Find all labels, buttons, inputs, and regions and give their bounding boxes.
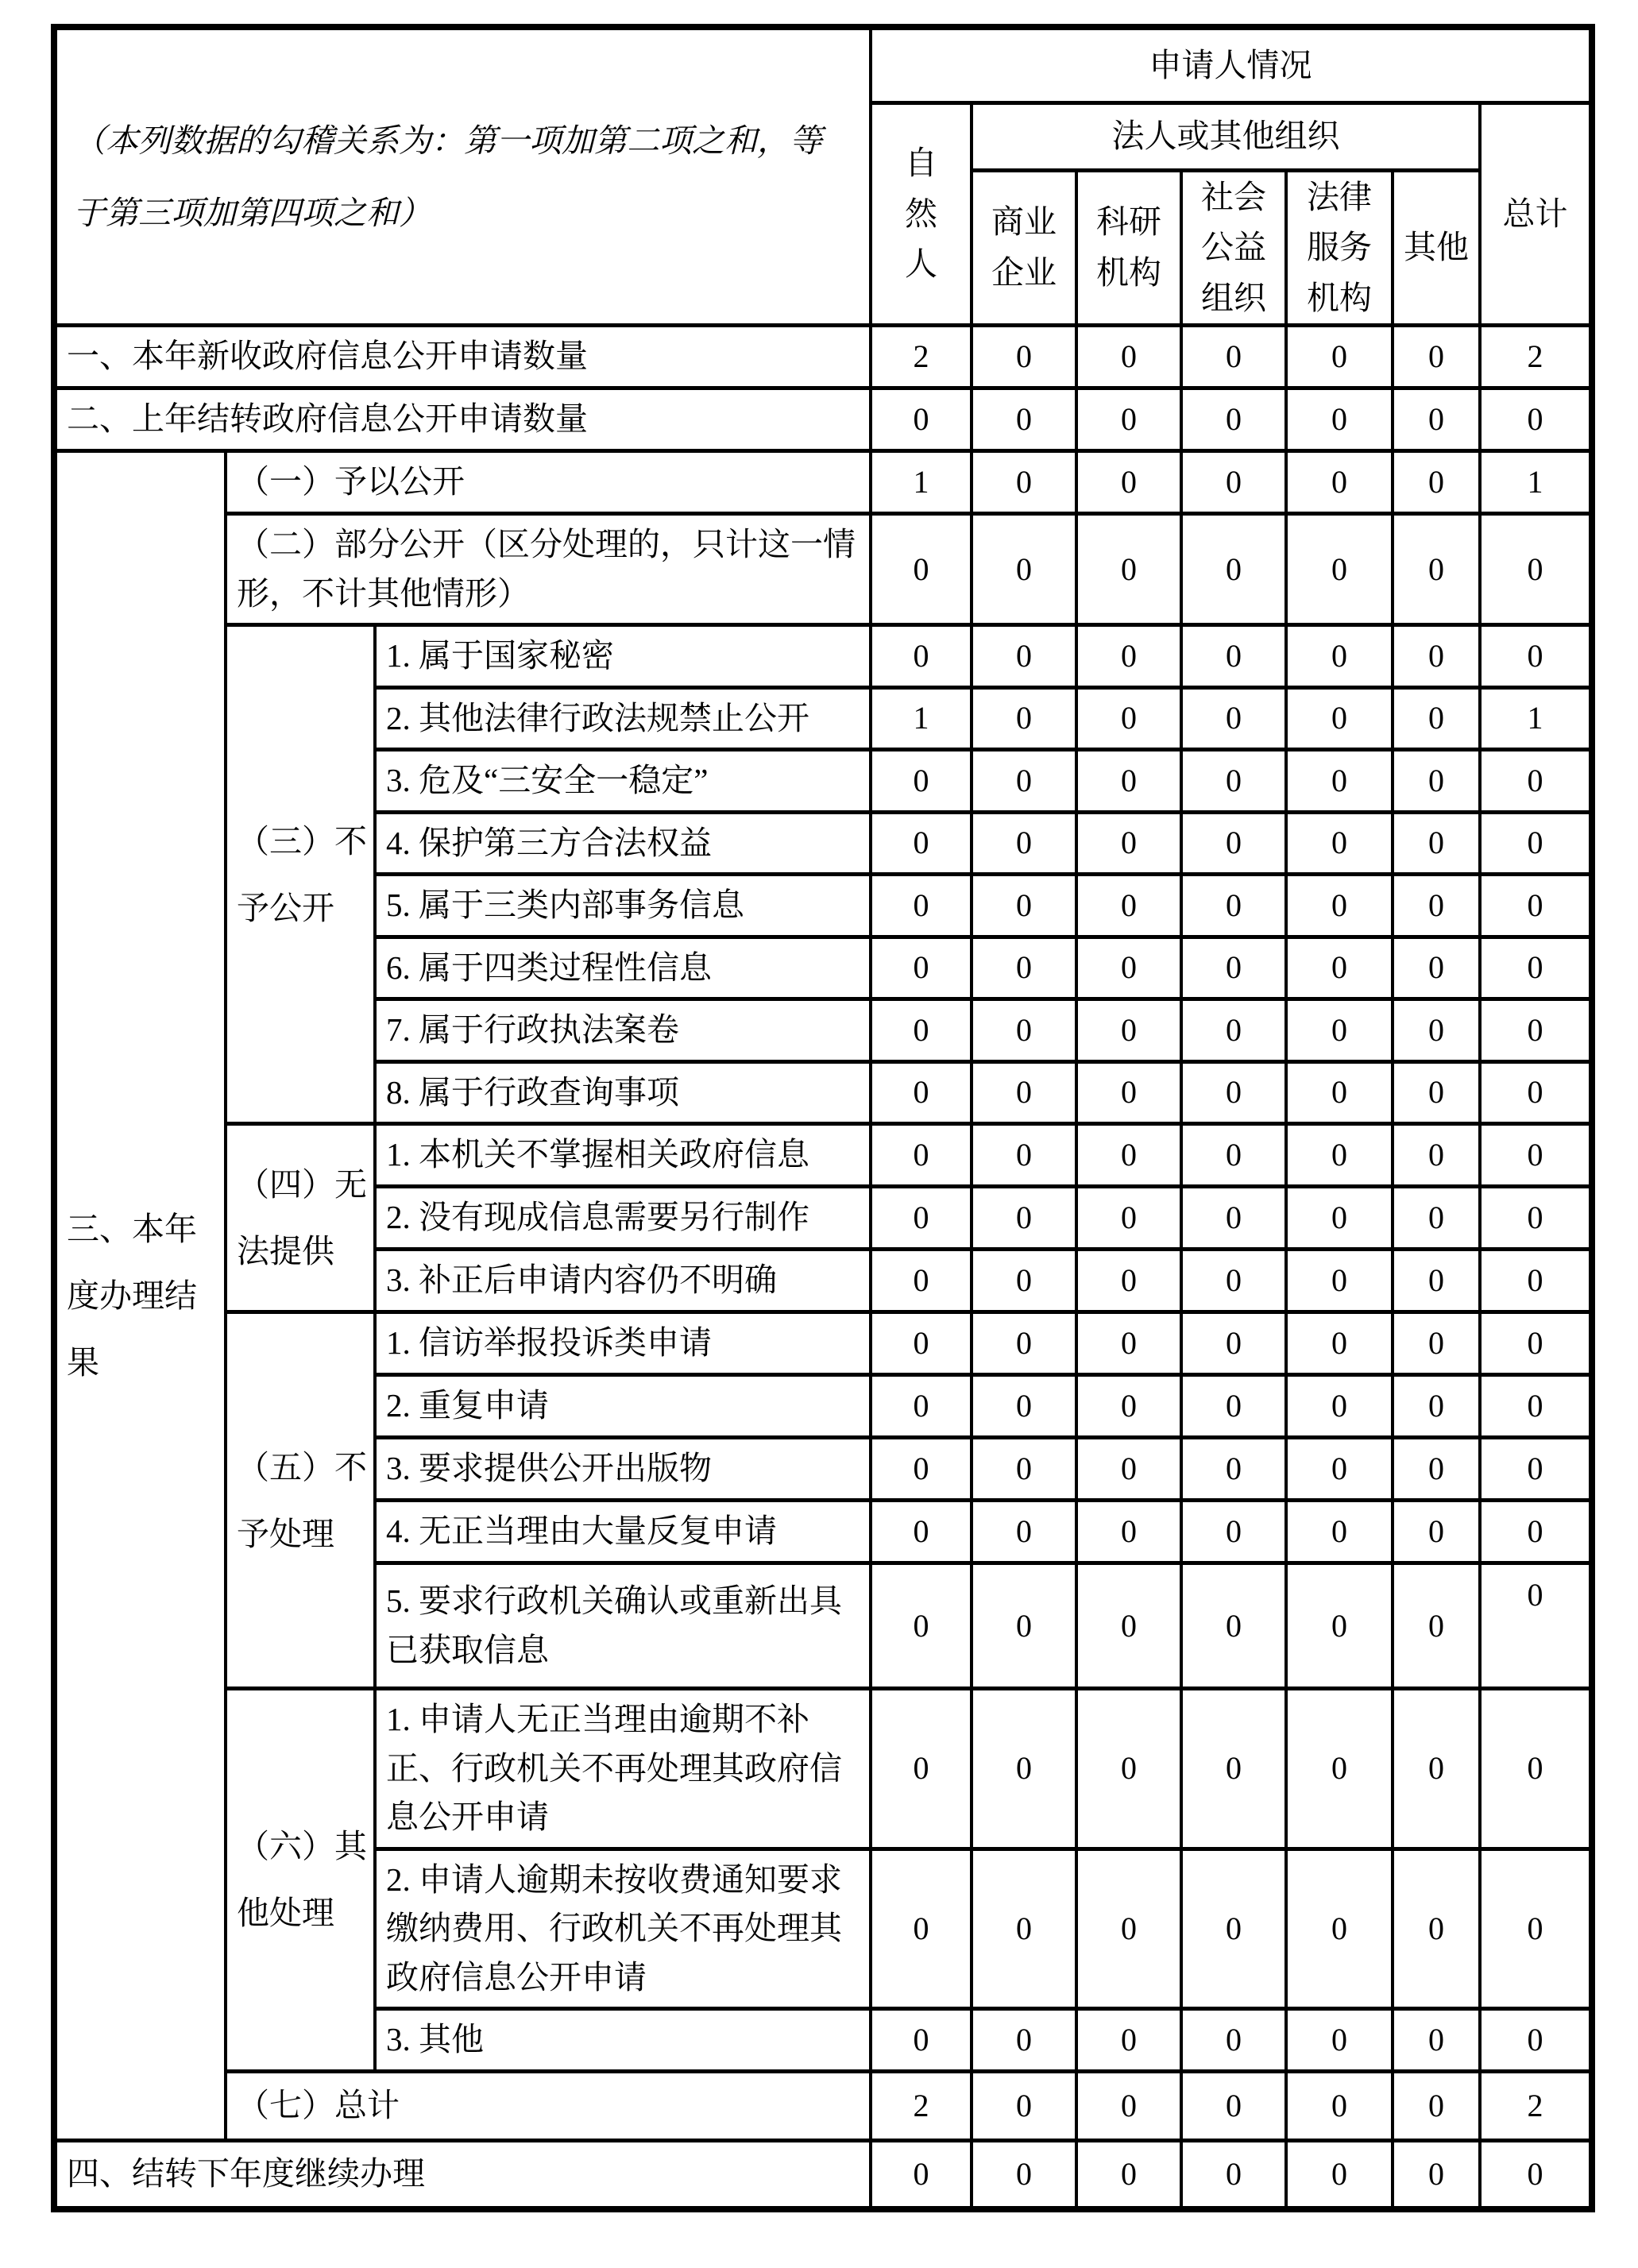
- item-label: 3. 其他: [375, 2009, 871, 2072]
- header-applicant-type: 申请人情况: [871, 27, 1592, 102]
- value-cell: 0: [1286, 451, 1393, 514]
- value-cell: 0: [1181, 451, 1286, 514]
- value-cell: 0: [1181, 1689, 1286, 1849]
- table-row: [54, 2140, 1592, 2209]
- value-cell: 0: [1181, 1438, 1286, 1501]
- value-cell: 0: [972, 388, 1076, 451]
- value-cell: 0: [972, 1438, 1076, 1501]
- row-label-section-total: （七）总计: [226, 2071, 871, 2140]
- row-label-carried-from-prev: 二、上年结转政府信息公开申请数量: [54, 388, 871, 451]
- value-cell: 0: [1181, 937, 1286, 999]
- value-cell: 0: [1480, 1312, 1592, 1375]
- value-cell: 0: [1286, 625, 1393, 688]
- value-cell: 0: [1480, 812, 1592, 875]
- value-cell: 0: [1480, 1849, 1592, 2009]
- item-label: 1. 本机关不掌握相关政府信息: [375, 1124, 871, 1187]
- value-cell: 0: [871, 1312, 972, 1375]
- value-cell: 0: [1286, 326, 1393, 388]
- value-cell: 0: [1076, 2071, 1181, 2140]
- value-cell: 0: [1181, 999, 1286, 1062]
- table-row: [54, 1689, 1592, 1849]
- value-cell: 0: [972, 999, 1076, 1062]
- value-cell: 0: [1286, 1250, 1393, 1312]
- value-cell: 0: [1480, 937, 1592, 999]
- row-label-new-received: 一、本年新收政府信息公开申请数量: [54, 326, 871, 388]
- value-cell: 0: [1076, 999, 1181, 1062]
- item-label: 4. 保护第三方合法权益: [375, 812, 871, 875]
- value-cell: 0: [871, 1250, 972, 1312]
- value-cell: 0: [1480, 514, 1592, 625]
- item-label: 1. 属于国家秘密: [375, 625, 871, 688]
- header-org-type-label: 科研机构: [1096, 203, 1161, 291]
- value-cell: 0: [871, 2009, 972, 2072]
- value-cell: 0: [1181, 875, 1286, 937]
- group-label-text: （四）无法提供: [237, 1166, 367, 1270]
- group-label-text: （三）不予公开: [237, 822, 367, 926]
- value-cell: 0: [1076, 875, 1181, 937]
- value-cell: 0: [1076, 812, 1181, 875]
- value-cell: 0: [1286, 1312, 1393, 1375]
- value-cell: 0: [1393, 1312, 1480, 1375]
- value-cell: 0: [871, 1061, 972, 1124]
- value-cell: 0: [1286, 999, 1393, 1062]
- value-cell: 0: [1393, 451, 1480, 514]
- item-label: 5. 要求行政机关确认或重新出具已获取信息: [375, 1563, 871, 1689]
- value-cell: 0: [1393, 326, 1480, 388]
- item-label: 4. 无正当理由大量反复申请: [375, 1501, 871, 1563]
- value-cell: 2: [871, 326, 972, 388]
- value-cell: 0: [1393, 1501, 1480, 1563]
- value-cell: 0: [1076, 1689, 1181, 1849]
- value-cell: 0: [972, 1849, 1076, 2009]
- item-label: 6. 属于四类过程性信息: [375, 937, 871, 999]
- header-org-type-label: 法律服务机构: [1307, 178, 1372, 316]
- value-cell: 0: [972, 625, 1076, 688]
- value-cell: 0: [1286, 1438, 1393, 1501]
- value-cell: 0: [1181, 625, 1286, 688]
- header-org-type-research: [1076, 170, 1181, 326]
- table-row: [54, 1312, 1592, 1375]
- item-label: 1. 申请人无正当理由逾期不补正、行政机关不再处理其政府信息公开申请: [375, 1689, 871, 1849]
- value-cell: 0: [1286, 1563, 1393, 1689]
- value-cell: 0: [1181, 388, 1286, 451]
- table-row: [54, 388, 1592, 451]
- value-cell: 0: [972, 1375, 1076, 1438]
- value-cell: 0: [871, 1849, 972, 2009]
- header-org-type-label: 社会公益组织: [1201, 178, 1266, 316]
- value-cell: 0: [1181, 1250, 1286, 1312]
- value-cell: 0: [1181, 514, 1286, 625]
- value-cell: 0: [972, 687, 1076, 750]
- value-cell: 0: [1480, 2009, 1592, 2072]
- value-cell: 0: [1480, 875, 1592, 937]
- reconciliation-note: （本列数据的勾稽关系为：第一项加第二项之和，等于第三项加第四项之和）: [54, 27, 871, 326]
- value-cell: 0: [1286, 1375, 1393, 1438]
- value-cell: 0: [1393, 625, 1480, 688]
- value-cell: 0: [871, 388, 972, 451]
- value-cell: 0: [1480, 750, 1592, 813]
- value-cell: 1: [871, 451, 972, 514]
- value-cell: 0: [1076, 1187, 1181, 1250]
- value-cell: 0: [871, 1438, 972, 1501]
- value-cell: 0: [1393, 1061, 1480, 1124]
- value-cell: 0: [871, 999, 972, 1062]
- value-cell: 0: [972, 326, 1076, 388]
- value-cell: 0: [871, 1501, 972, 1563]
- value-cell: 0: [1076, 2009, 1181, 2072]
- value-cell: 0: [1076, 1375, 1181, 1438]
- value-cell: 0: [1181, 1375, 1286, 1438]
- value-cell: 0: [1286, 2009, 1393, 2072]
- gov-info-disclosure-application-table: [51, 24, 1595, 2212]
- table-row: [54, 451, 1592, 514]
- value-cell: 0: [1393, 937, 1480, 999]
- value-cell: 0: [871, 514, 972, 625]
- value-cell: 0: [871, 937, 972, 999]
- value-cell: 0: [1393, 687, 1480, 750]
- value-cell: 0: [1393, 2140, 1480, 2209]
- section-label-text: 三、本年度办理结果: [67, 1210, 197, 1381]
- value-cell: 0: [871, 812, 972, 875]
- value-cell: 0: [1286, 1061, 1393, 1124]
- value-cell: 0: [1393, 1375, 1480, 1438]
- value-cell: 0: [1076, 1501, 1181, 1563]
- value-cell: 0: [1286, 1849, 1393, 2009]
- header-total: 总计: [1480, 102, 1592, 326]
- value-cell: 0: [1480, 2140, 1592, 2209]
- value-cell: 0: [1286, 1187, 1393, 1250]
- value-cell: 0: [1480, 1124, 1592, 1187]
- header-org-type-business: [972, 170, 1076, 326]
- value-cell: 0: [1393, 750, 1480, 813]
- value-cell: 0: [1480, 1563, 1592, 1689]
- value-cell: 0: [1393, 812, 1480, 875]
- value-cell: 0: [1076, 1061, 1181, 1124]
- value-cell: 0: [1076, 1124, 1181, 1187]
- value-cell: 0: [1076, 451, 1181, 514]
- value-cell: 0: [1181, 2009, 1286, 2072]
- value-cell: 0: [972, 1187, 1076, 1250]
- value-cell: 0: [1076, 514, 1181, 625]
- group-label-other-handling: [226, 1689, 375, 2072]
- item-label: 3. 危及“三安全一稳定”: [375, 750, 871, 813]
- value-cell: 0: [1076, 2140, 1181, 2209]
- value-cell: 0: [972, 1124, 1076, 1187]
- value-cell: 0: [1076, 687, 1181, 750]
- row-label-carry-to-next: 四、结转下年度继续办理: [54, 2140, 871, 2209]
- row-label-partial: （二）部分公开（区分处理的，只计这一情形，不计其他情形）: [226, 514, 871, 625]
- value-cell: 0: [972, 2071, 1076, 2140]
- item-label: 1. 信访举报投诉类申请: [375, 1312, 871, 1375]
- value-cell: 0: [1181, 1849, 1286, 2009]
- item-label: 7. 属于行政执法案卷: [375, 999, 871, 1062]
- value-cell: 0: [1480, 1501, 1592, 1563]
- value-cell: 0: [972, 451, 1076, 514]
- value-cell: 0: [1480, 625, 1592, 688]
- value-cell: 0: [972, 2009, 1076, 2072]
- value-cell: 2: [1480, 326, 1592, 388]
- header-legal-org: 法人或其他组织: [972, 102, 1480, 170]
- value-cell: 0: [1286, 812, 1393, 875]
- table-row: [54, 625, 1592, 688]
- value-cell: 0: [1480, 1061, 1592, 1124]
- value-cell: 0: [972, 1061, 1076, 1124]
- value-cell: 0: [871, 750, 972, 813]
- value-cell: 0: [1286, 1689, 1393, 1849]
- value-cell: 0: [1181, 750, 1286, 813]
- section-label-annual-results: [54, 451, 226, 2141]
- value-cell: 0: [1393, 1438, 1480, 1501]
- value-cell: 0: [1076, 1849, 1181, 2009]
- header-org-type-label: 商业企业: [991, 203, 1057, 291]
- value-cell: 0: [1480, 1438, 1592, 1501]
- value-cell: 0: [1181, 1187, 1286, 1250]
- value-cell: 0: [1286, 388, 1393, 451]
- value-cell: 0: [1393, 2071, 1480, 2140]
- item-label: 2. 其他法律行政法规禁止公开: [375, 687, 871, 750]
- value-cell: 0: [1480, 1375, 1592, 1438]
- value-cell: 0: [1393, 514, 1480, 625]
- value-cell: 0: [1076, 388, 1181, 451]
- value-cell: 0: [871, 875, 972, 937]
- value-cell: 2: [1480, 2071, 1592, 2140]
- value-cell: 0: [1286, 687, 1393, 750]
- value-cell: 0: [972, 1250, 1076, 1312]
- table-row: [54, 326, 1592, 388]
- value-cell: 0: [871, 1689, 972, 1849]
- value-cell: 0: [1286, 937, 1393, 999]
- value-cell: 0: [1393, 1124, 1480, 1187]
- item-label: 2. 申请人逾期未按收费通知要求缴纳费用、行政机关不再处理其政府信息公开申请: [375, 1849, 871, 2009]
- value-cell: 0: [1076, 1438, 1181, 1501]
- value-cell: 0: [972, 1501, 1076, 1563]
- value-cell: 1: [1480, 451, 1592, 514]
- item-label: 3. 补正后申请内容仍不明确: [375, 1250, 871, 1312]
- value-cell: 0: [972, 875, 1076, 937]
- value-cell: 0: [1393, 999, 1480, 1062]
- value-cell: 0: [1393, 1563, 1480, 1689]
- value-cell: 0: [1480, 388, 1592, 451]
- value-cell: 0: [972, 812, 1076, 875]
- value-cell: 0: [1286, 2140, 1393, 2209]
- group-label-not-disclosed: [226, 625, 375, 1124]
- value-cell: 0: [871, 1124, 972, 1187]
- value-cell: 0: [1181, 812, 1286, 875]
- value-cell: 0: [1076, 750, 1181, 813]
- value-cell: 0: [1480, 1689, 1592, 1849]
- value-cell: 0: [1181, 2140, 1286, 2209]
- value-cell: 0: [1480, 1187, 1592, 1250]
- value-cell: 0: [1076, 326, 1181, 388]
- value-cell: 0: [1076, 1312, 1181, 1375]
- value-cell: 0: [1393, 2009, 1480, 2072]
- value-cell: 0: [1181, 1061, 1286, 1124]
- group-label-not-processed: [226, 1312, 375, 1689]
- table-row: [54, 1124, 1592, 1187]
- value-cell: 0: [871, 2140, 972, 2209]
- table-row: [54, 2071, 1592, 2140]
- value-cell: 0: [1286, 750, 1393, 813]
- value-cell: 1: [871, 687, 972, 750]
- value-cell: 0: [871, 1563, 972, 1689]
- table-row: [54, 514, 1592, 625]
- value-cell: 0: [1076, 1563, 1181, 1689]
- value-cell: 0: [1076, 937, 1181, 999]
- group-label-text: （五）不予处理: [237, 1448, 367, 1552]
- item-label: 3. 要求提供公开出版物: [375, 1438, 871, 1501]
- value-cell: 0: [1393, 1187, 1480, 1250]
- value-cell: 0: [1181, 2071, 1286, 2140]
- value-cell: 0: [1286, 1124, 1393, 1187]
- table-row: [54, 27, 1592, 102]
- value-cell: 0: [972, 1689, 1076, 1849]
- value-cell: 0: [1393, 388, 1480, 451]
- value-cell: 0: [1181, 326, 1286, 388]
- value-cell: 0: [1480, 1250, 1592, 1312]
- value-cell: 0: [1480, 999, 1592, 1062]
- value-cell: 0: [1286, 1501, 1393, 1563]
- value-cell: 0: [1181, 1124, 1286, 1187]
- value-cell: 0: [871, 1187, 972, 1250]
- value-cell: 0: [871, 1375, 972, 1438]
- value-cell: 1: [1480, 687, 1592, 750]
- group-label-text: （六）其他处理: [237, 1828, 367, 1932]
- value-cell: 0: [1393, 875, 1480, 937]
- header-org-type-legal-service: [1286, 170, 1393, 326]
- group-label-unable-to-provide: [226, 1124, 375, 1312]
- value-cell: 0: [1393, 1250, 1480, 1312]
- row-label-granted: （一）予以公开: [226, 451, 871, 514]
- value-cell: 0: [1076, 625, 1181, 688]
- value-cell: 0: [1286, 514, 1393, 625]
- value-cell: 0: [972, 514, 1076, 625]
- header-natural-person-label: 自然人: [905, 145, 937, 283]
- value-cell: 0: [972, 1312, 1076, 1375]
- header-natural-person: [871, 102, 972, 326]
- value-cell: 0: [972, 1563, 1076, 1689]
- value-cell: 0: [1181, 1501, 1286, 1563]
- item-label: 8. 属于行政查询事项: [375, 1061, 871, 1124]
- item-label: 5. 属于三类内部事务信息: [375, 875, 871, 937]
- value-cell: 0: [1393, 1689, 1480, 1849]
- header-org-type-public-welfare: [1181, 170, 1286, 326]
- header-org-type-other: 其他: [1393, 170, 1480, 326]
- value-cell: 0: [1393, 1849, 1480, 2009]
- value-cell: 2: [871, 2071, 972, 2140]
- value-cell: 0: [1181, 1563, 1286, 1689]
- value-cell: 0: [1181, 687, 1286, 750]
- value-cell: 0: [1286, 2071, 1393, 2140]
- value-cell: 0: [1076, 1250, 1181, 1312]
- value-cell: 0: [1181, 1312, 1286, 1375]
- value-cell: 0: [871, 625, 972, 688]
- value-cell: 0: [972, 937, 1076, 999]
- item-label: 2. 没有现成信息需要另行制作: [375, 1187, 871, 1250]
- value-cell: 0: [972, 750, 1076, 813]
- value-cell: 0: [972, 2140, 1076, 2209]
- item-label: 2. 重复申请: [375, 1375, 871, 1438]
- value-cell: 0: [1286, 875, 1393, 937]
